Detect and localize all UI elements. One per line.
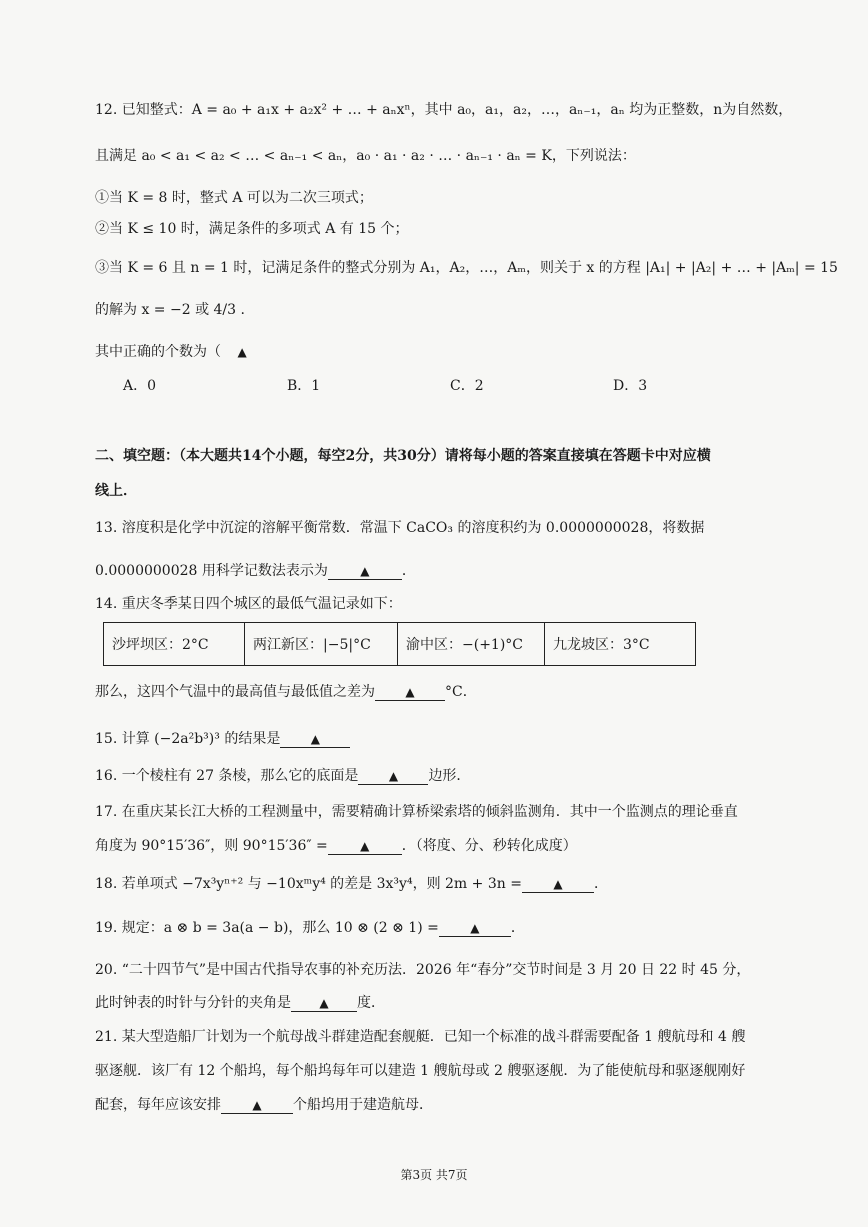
q13-line2 xyxy=(95,561,416,581)
q14-tail-text: 那么，这四个气温中的最高值与最低值之差为 xyxy=(95,684,375,700)
q18-text: 18. 若单项式 −7x³yⁿ⁺² 与 −10xᵐy⁴ 的差是 3x³y⁴，则 2m + 3n = xyxy=(95,876,522,892)
q15 xyxy=(95,729,350,749)
answer-mark-icon: ▲ xyxy=(360,839,370,853)
q12-option-d: D．3 xyxy=(613,378,648,394)
q19-end: ． xyxy=(510,920,525,936)
q19-answer-blank xyxy=(439,920,511,937)
q13-answer-blank xyxy=(328,563,402,580)
q12-option-b: B．1 xyxy=(287,378,321,394)
table-row xyxy=(104,623,696,666)
q19-text: 19. 规定：a ⊗ b = 3a(a − b)，那么 10 ⊗ (2 ⊗ 1) = xyxy=(95,920,439,936)
q12-ask-text: 其中正确的个数为（ xyxy=(95,344,221,360)
q13-line1: 13. 溶度积是化学中沉淀的溶解平衡常数．常温下 CaCO₃ 的溶度积约为 0.0000000028，将数据 xyxy=(95,520,705,536)
answer-mark-icon: ▲ xyxy=(553,877,563,891)
answer-mark-icon: ▲ xyxy=(310,732,320,746)
section2-title-line1: 二、填空题：（本大题共14个小题，每空2分，共30分）请将每小题的答案直接填在答题卡中对应横 xyxy=(95,448,711,464)
q20-line2 xyxy=(95,993,385,1013)
q21-text: 配套，每年应该安排 xyxy=(95,1097,221,1113)
q19 xyxy=(95,918,525,938)
answer-mark-icon: ▲ xyxy=(360,564,370,578)
answer-mark-icon: ▲ xyxy=(405,685,415,699)
q17-answer-blank xyxy=(328,838,402,855)
q20-text: 此时钟表的时针与分针的夹角是 xyxy=(95,995,291,1011)
temp-cell-liangjiang: 两江新区：|−5|°C xyxy=(245,623,398,666)
q14-intro: 14. 重庆冬季某日四个城区的最低气温记录如下： xyxy=(95,596,402,612)
page-footer: 第3页 共7页 xyxy=(400,1168,468,1182)
q12-stem-line1: 12. 已知整式：A = a₀ + a₁x + a₂x² + … + aₙxⁿ，其中 a₀，a₁，a₂，…，aₙ₋₁，aₙ 均为正整数，n为自然数， xyxy=(95,102,793,118)
q14-tail xyxy=(95,682,477,702)
q12-ask xyxy=(95,342,247,362)
q14-tail-unit: °C． xyxy=(445,684,477,700)
q12-stem-line2: 且满足 a₀ < a₁ < a₂ < … < aₙ₋₁ < aₙ，a₀ · a₁ · a₂ · … · aₙ₋₁ · aₙ = K，下列说法： xyxy=(95,148,636,164)
q13-line2-end: ． xyxy=(401,563,416,579)
q16-answer-blank xyxy=(358,768,428,785)
q12-statement-1: ①当 K = 8 时，整式 A 可以为二次三项式； xyxy=(95,190,373,206)
q16 xyxy=(95,766,470,786)
q18-answer-blank xyxy=(522,876,594,893)
section2-title-line2: 线上． xyxy=(95,483,137,499)
temp-cell-jiulongpo: 九龙坡区：3°C xyxy=(545,623,696,666)
q12-option-c: C．2 xyxy=(450,378,484,394)
answer-mark-icon: ▲ xyxy=(388,769,399,783)
q12-statement-3: ③当 K = 6 且 n = 1 时，记满足条件的整式分别为 A₁，A₂，…，Aₘ，则关于 x 的方程 |A₁| + |A₂| + … + |Aₘ| = 15 xyxy=(95,260,838,276)
answer-mark-icon: ▲ xyxy=(470,921,480,935)
q21-answer-blank xyxy=(221,1097,293,1114)
q17-end: ．（将度、分、秒转化成度） xyxy=(401,838,577,854)
q17-line1: 17. 在重庆某长江大桥的工程测量中，需要精确计算桥梁索塔的倾斜监测角．其中一个监测点的理论垂直 xyxy=(95,804,738,820)
q21-line3 xyxy=(95,1095,433,1115)
temperature-table xyxy=(103,622,696,666)
q15-answer-blank xyxy=(280,731,350,748)
temp-cell-yuzhong: 渝中区：−(+1)°C xyxy=(398,623,545,666)
q13-line2-text: 0.0000000028 用科学记数法表示为 xyxy=(95,563,328,579)
q16-end: 边形． xyxy=(428,768,471,784)
q20-end: 度． xyxy=(357,995,385,1011)
q17-line2 xyxy=(95,836,577,856)
q12-option-a: A．0 xyxy=(123,378,157,394)
q20-line1: 20. “二十四节气”是中国古代指导农事的补充历法．2026 年“春分”交节时间是 3 月 20 日 22 时 45 分， xyxy=(95,962,751,978)
q20-answer-blank xyxy=(291,995,357,1012)
q18 xyxy=(95,874,608,894)
answer-mark-icon: ▲ xyxy=(252,1098,262,1112)
q12-statement-2: ②当 K ≤ 10 时，满足条件的多项式 A 有 15 个； xyxy=(95,221,409,237)
temp-cell-shapingba: 沙坪坝区：2°C xyxy=(104,623,245,666)
q15-text: 15. 计算 (−2a²b³)³ 的结果是 xyxy=(95,731,281,747)
q21-line1: 21. 某大型造船厂计划为一个航母战斗群建造配套舰艇．已知一个标准的战斗群需要配备 1 艘航母和 4 艘 xyxy=(95,1029,746,1045)
answer-mark-icon: ▲ xyxy=(237,345,247,359)
q17-text: 角度为 90°15′36″，则 90°15′36″ = xyxy=(95,838,328,854)
q16-text: 16. 一个棱柱有 27 条棱，那么它的底面是 xyxy=(95,768,359,784)
q12-statement-3-answer: 的解为 x = −2 或 4/3 . xyxy=(95,302,245,318)
answer-mark-icon: ▲ xyxy=(319,996,329,1010)
q21-end: 个船坞用于建造航母． xyxy=(293,1097,433,1113)
q14-answer-blank xyxy=(375,684,445,701)
q18-end: ． xyxy=(593,876,608,892)
q21-line2: 驱逐舰．该厂有 12 个船坞，每个船坞每年可以建造 1 艘航母或 2 艘驱逐舰．为了能使航母和驱逐舰刚好 xyxy=(95,1063,746,1079)
